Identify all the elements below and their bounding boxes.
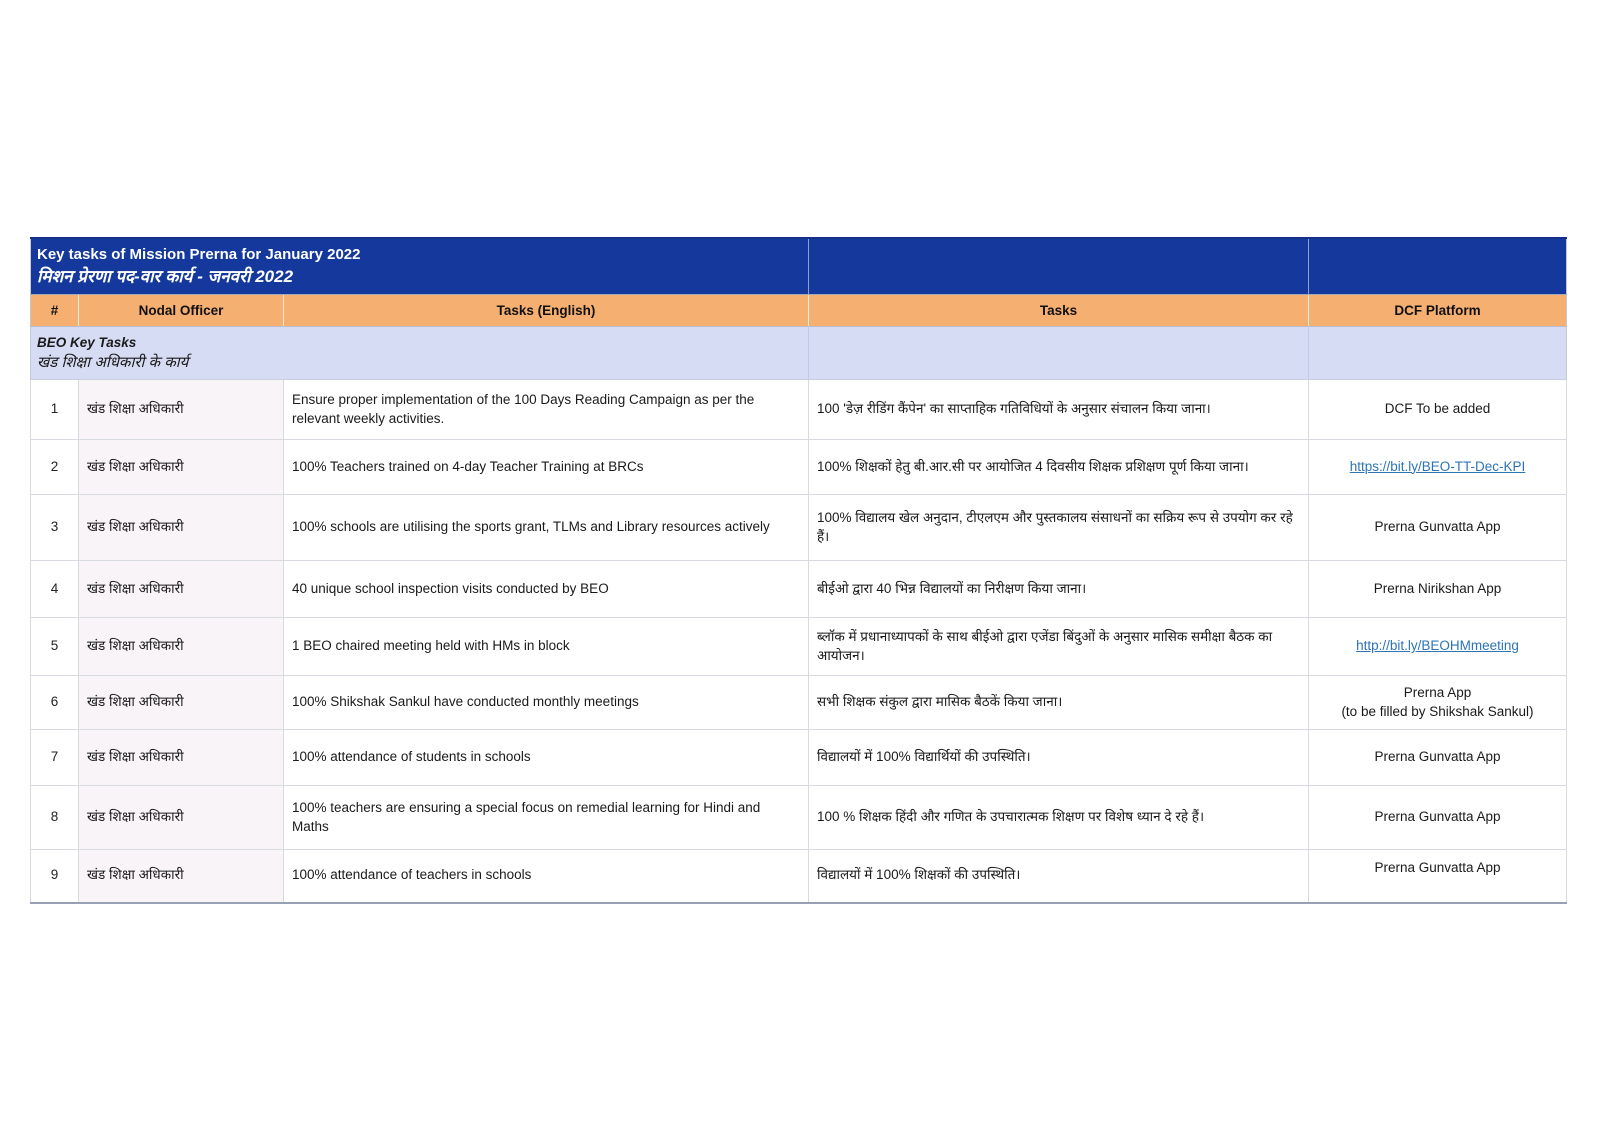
nodal-officer-cell: खंड शिक्षा अधिकारी: [79, 440, 284, 495]
task-rows: [31, 380, 1567, 903]
nodal-officer-cell: खंड शिक्षा अधिकारी: [79, 561, 284, 618]
table-row: [31, 440, 1567, 495]
dcf-platform-cell: [1309, 440, 1567, 495]
table-row: [31, 850, 1567, 903]
task-english-cell: Ensure proper implementation of the 100 Days Reading Campaign as per the relevant weekly activities.: [284, 380, 809, 440]
task-hindi-cell: 100 % शिक्षक हिंदी और गणित के उपचारात्मक शिक्षण पर विशेष ध्यान दे रहे हैं।: [809, 786, 1309, 850]
dcf-platform-label: Prerna Gunvatta App: [1374, 749, 1501, 765]
column-header-tasks-english: Tasks (English): [284, 295, 809, 327]
table-title-cell: [31, 238, 809, 295]
task-english-cell: 100% attendance of teachers in schools: [284, 850, 809, 903]
dcf-platform-cell: [1309, 850, 1567, 903]
column-header-number: #: [31, 295, 79, 327]
dcf-platform-cell: [1309, 618, 1567, 676]
task-english-cell: 40 unique school inspection visits conducted by BEO: [284, 561, 809, 618]
dcf-platform-label: Prerna App: [1403, 684, 1472, 700]
task-english-cell: 100% Teachers trained on 4-day Teacher Training at BRCs: [284, 440, 809, 495]
task-hindi-cell: विद्यालयों में 100% शिक्षकों की उपस्थिति।: [809, 850, 1309, 903]
dcf-platform-note: (to be filled by Shikshak Sankul): [1341, 703, 1534, 719]
section-title-hindi: खंड शिक्षा अधिकारी के कार्य: [37, 353, 189, 371]
row-number: 7: [31, 730, 79, 786]
nodal-officer-cell: खंड शिक्षा अधिकारी: [79, 380, 284, 440]
row-number: 8: [31, 786, 79, 850]
task-hindi-cell: 100% शिक्षकों हेतु बी.आर.सी पर आयोजित 4 दिवसीय शिक्षक प्रशिक्षण पूर्ण किया जाना।: [809, 440, 1309, 495]
task-hindi-cell: विद्यालयों में 100% विद्यार्थियों की उपस्थिति।: [809, 730, 1309, 786]
dcf-platform-cell: [1309, 561, 1567, 618]
title-spacer-cell: [1309, 238, 1567, 295]
dcf-platform-label: Prerna Nirikshan App: [1373, 580, 1502, 596]
nodal-officer-cell: खंड शिक्षा अधिकारी: [79, 730, 284, 786]
task-hindi-cell: 100% विद्यालय खेल अनुदान, टीएलएम और पुस्तकालय संसाधनों का सक्रिय रूप से उपयोग कर रहे हैं।: [809, 495, 1309, 561]
table-row: [31, 676, 1567, 730]
section-title: BEO Key Tasks: [37, 334, 137, 350]
dcf-platform-cell: [1309, 676, 1567, 730]
task-english-cell: 100% Shikshak Sankul have conducted monthly meetings: [284, 676, 809, 730]
row-number: 5: [31, 618, 79, 676]
row-number: 2: [31, 440, 79, 495]
table-row: [31, 618, 1567, 676]
dcf-platform-label: Prerna Gunvatta App: [1374, 519, 1501, 535]
row-number: 4: [31, 561, 79, 618]
task-hindi-cell: ब्लॉक में प्रधानाध्यापकों के साथ बीईओ द्वारा एजेंडा बिंदुओं के अनुसार मासिक समीक्षा बैठक का आयोजन।: [809, 618, 1309, 676]
row-number: 3: [31, 495, 79, 561]
task-hindi-cell: बीईओ द्वारा 40 भिन्न विद्यालयों का निरीक्षण किया जाना।: [809, 561, 1309, 618]
task-hindi-cell: सभी शिक्षक संकुल द्वारा मासिक बैठकें किया जाना।: [809, 676, 1309, 730]
dcf-link[interactable]: http://bit.ly/BEOHMmeeting: [1356, 638, 1519, 654]
table-row: [31, 380, 1567, 440]
section-spacer-cell: [1309, 327, 1567, 380]
task-english-cell: 100% schools are utilising the sports grant, TLMs and Library resources actively: [284, 495, 809, 561]
nodal-officer-cell: खंड शिक्षा अधिकारी: [79, 495, 284, 561]
task-hindi-cell: 100 'डेज़ रीडिंग कैंपेन' का साप्ताहिक गतिविधियों के अनुसार संचालन किया जाना।: [809, 380, 1309, 440]
column-header-dcf-platform: DCF Platform: [1309, 295, 1567, 327]
nodal-officer-cell: खंड शिक्षा अधिकारी: [79, 786, 284, 850]
dcf-platform-label: DCF To be added: [1384, 401, 1491, 417]
dcf-link[interactable]: https://bit.ly/BEO-TT-Dec-KPI: [1349, 458, 1526, 474]
row-number: 1: [31, 380, 79, 440]
row-number: 6: [31, 676, 79, 730]
task-english-cell: 100% teachers are ensuring a special focus on remedial learning for Hindi and Maths: [284, 786, 809, 850]
table-row: [31, 730, 1567, 786]
task-english-cell: 1 BEO chaired meeting held with HMs in block: [284, 618, 809, 676]
mission-prerna-task-table: [30, 237, 1567, 904]
column-header-nodal-officer: Nodal Officer: [79, 295, 284, 327]
task-english-cell: 100% attendance of students in schools: [284, 730, 809, 786]
nodal-officer-cell: खंड शिक्षा अधिकारी: [79, 850, 284, 903]
section-spacer-cell: [809, 327, 1309, 380]
dcf-platform-cell: [1309, 730, 1567, 786]
table-row: [31, 786, 1567, 850]
column-header-tasks-hindi: Tasks: [809, 295, 1309, 327]
nodal-officer-cell: खंड शिक्षा अधिकारी: [79, 618, 284, 676]
section-header-cell: [31, 327, 809, 380]
section-header-row: [31, 327, 1567, 380]
dcf-platform-cell: [1309, 786, 1567, 850]
nodal-officer-cell: खंड शिक्षा अधिकारी: [79, 676, 284, 730]
column-header-row: [31, 295, 1567, 327]
table-title-row: [31, 238, 1567, 295]
dcf-platform-label: Prerna Gunvatta App: [1374, 809, 1501, 825]
page-title-hindi: मिशन प्रेरणा पद-वार कार्य - जनवरी 2022: [37, 266, 294, 286]
row-number: 9: [31, 850, 79, 903]
table-row: [31, 561, 1567, 618]
page-title: Key tasks of Mission Prerna for January 2022: [37, 246, 361, 264]
dcf-platform-cell: [1309, 380, 1567, 440]
dcf-platform-label: Prerna Gunvatta App: [1374, 860, 1501, 875]
title-spacer-cell: [809, 238, 1309, 295]
table-row: [31, 495, 1567, 561]
dcf-platform-cell: [1309, 495, 1567, 561]
